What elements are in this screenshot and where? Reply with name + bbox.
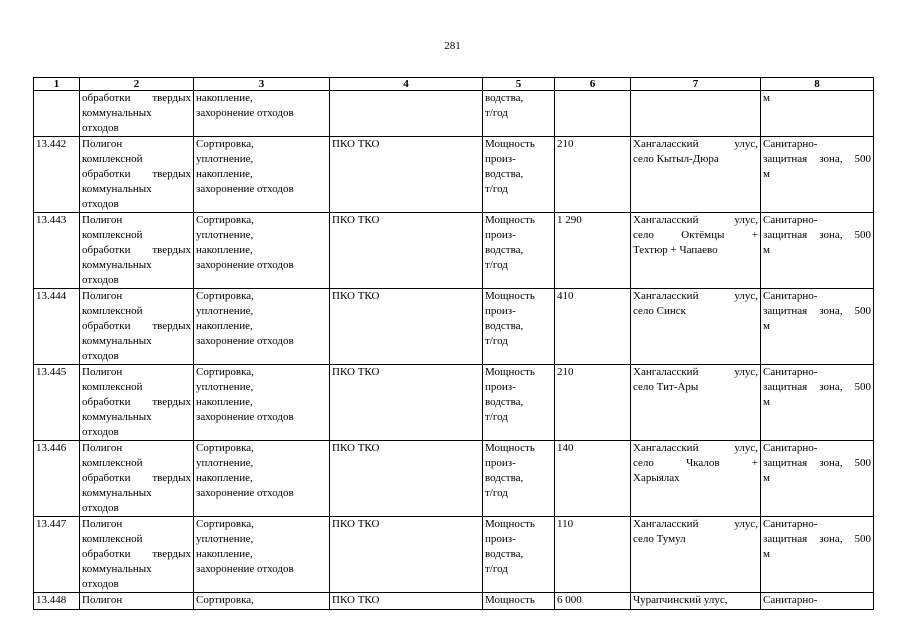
cell-location <box>631 137 761 213</box>
cell-line: т/год <box>485 107 508 119</box>
table-row <box>34 137 874 213</box>
cell-line: отходов <box>82 578 119 590</box>
header-cell: 8 <box>761 78 874 91</box>
cell-line: произ- <box>485 533 516 545</box>
cell-line: Полигон <box>82 290 123 302</box>
cell-name <box>80 213 194 289</box>
cell-line: Сортировка, <box>196 214 254 226</box>
cell-line: Полигон <box>82 518 123 530</box>
cell-activity <box>194 517 330 593</box>
cell-line: м <box>763 548 770 560</box>
cell-line: коммунальных <box>82 259 152 271</box>
cell-line: Полигон <box>82 366 123 378</box>
cell-line: коммунальных <box>82 487 152 499</box>
cell-line: обработки твердых <box>82 548 191 560</box>
cell-location <box>631 441 761 517</box>
cell-id <box>34 91 80 137</box>
cell-id: 13.442 <box>34 137 80 213</box>
cell-line: комплексной <box>82 305 143 317</box>
cell-line: защитная зона, 500 <box>763 381 871 393</box>
cell-line: накопление, <box>196 320 253 332</box>
header-row <box>34 78 874 91</box>
cell-line: Санитарно- <box>763 594 818 606</box>
cell-line: захоронение отходов <box>196 107 294 119</box>
cell-line: село Синск <box>633 305 686 317</box>
cell-line: Мощность <box>485 518 535 530</box>
cell-name <box>80 593 194 610</box>
cell-line: село Тумул <box>633 533 686 545</box>
cell-line: Сортировка, <box>196 442 254 454</box>
cell-line: Сортировка, <box>196 366 254 378</box>
cell-type: ПКО ТКО <box>330 441 483 517</box>
cell-activity <box>194 289 330 365</box>
cell-name <box>80 137 194 213</box>
cell-line: Чурапчинский улус, <box>633 594 728 606</box>
cell-line: произ- <box>485 457 516 469</box>
cell-line: Хангаласский улус, <box>633 518 758 530</box>
cell-line: защитная зона, 500 <box>763 229 871 241</box>
cell-line: Мощность <box>485 290 535 302</box>
cell-zone <box>761 213 874 289</box>
cell-line: накопление, <box>196 244 253 256</box>
cell-line: отходов <box>82 426 119 438</box>
cell-line: Санитарно- <box>763 138 818 150</box>
cell-line: водства, <box>485 320 524 332</box>
cell-line: село Чкалов + <box>633 457 758 469</box>
cell-line: Хангаласский улус, <box>633 138 758 150</box>
cell-measure <box>483 213 555 289</box>
cell-line: м <box>763 472 770 484</box>
continuation-row <box>34 91 874 137</box>
table-row <box>34 517 874 593</box>
cell-line: м <box>763 320 770 332</box>
cell-activity <box>194 137 330 213</box>
cell-line: защитная зона, 500 <box>763 457 871 469</box>
cell-line: накопление, <box>196 168 253 180</box>
cell-line: Хангаласский улус, <box>633 290 758 302</box>
cell-line: Харыялах <box>633 472 680 484</box>
cell-location <box>631 517 761 593</box>
cell-line: коммунальных <box>82 183 152 195</box>
header-cell: 1 <box>34 78 80 91</box>
cell-line: комплексной <box>82 153 143 165</box>
cell-capacity: 1 290 <box>555 213 631 289</box>
cell-capacity: 210 <box>555 137 631 213</box>
cell-capacity: 6 000 <box>555 593 631 610</box>
table-row <box>34 213 874 289</box>
cell-line: отходов <box>82 122 119 134</box>
header-cell: 3 <box>194 78 330 91</box>
cell-line: уплотнение, <box>196 229 254 241</box>
cell-line: комплексной <box>82 533 143 545</box>
cell-line: Санитарно- <box>763 366 818 378</box>
cell-line: т/год <box>485 411 508 423</box>
cell-line: Техтюр + Чапаево <box>633 244 718 256</box>
cell-line: комплексной <box>82 229 143 241</box>
cell-location <box>631 593 761 610</box>
cell-name <box>80 91 194 137</box>
cell-id: 13.447 <box>34 517 80 593</box>
cell-line: уплотнение, <box>196 153 254 165</box>
cell-activity <box>194 213 330 289</box>
cell-line: село Тит-Ары <box>633 381 699 393</box>
cell-line: накопление, <box>196 472 253 484</box>
cell-capacity: 140 <box>555 441 631 517</box>
cell-line: Санитарно- <box>763 518 818 530</box>
cell-activity <box>194 365 330 441</box>
header-cell: 7 <box>631 78 761 91</box>
cell-zone <box>761 517 874 593</box>
cell-line: отходов <box>82 198 119 210</box>
table-row <box>34 441 874 517</box>
cell-line: обработки твердых <box>82 168 191 180</box>
cell-type <box>330 91 483 137</box>
cell-line: Сортировка, <box>196 518 254 530</box>
cell-location <box>631 213 761 289</box>
cell-line: Санитарно- <box>763 442 818 454</box>
cell-line: т/год <box>485 563 508 575</box>
objects-table <box>33 77 874 610</box>
cell-line: коммунальных <box>82 335 152 347</box>
cell-name <box>80 365 194 441</box>
cell-name <box>80 289 194 365</box>
header-cell: 2 <box>80 78 194 91</box>
cell-type: ПКО ТКО <box>330 365 483 441</box>
cell-line: защитная зона, 500 <box>763 305 871 317</box>
cell-line: село Кытыл-Дюра <box>633 153 719 165</box>
cell-line: обработки твердых <box>82 320 191 332</box>
cell-line: Мощность <box>485 138 535 150</box>
cell-id: 13.448 <box>34 593 80 610</box>
cell-measure <box>483 365 555 441</box>
cell-line: накопление, <box>196 548 253 560</box>
cell-measure <box>483 137 555 213</box>
cell-line: Мощность <box>485 594 535 606</box>
cell-line: уплотнение, <box>196 305 254 317</box>
cell-type: ПКО ТКО <box>330 517 483 593</box>
cell-line: Полигон <box>82 138 123 150</box>
cell-location <box>631 365 761 441</box>
cell-name <box>80 517 194 593</box>
cell-line: обработки твердых <box>82 244 191 256</box>
table-row <box>34 593 874 610</box>
cell-id: 13.445 <box>34 365 80 441</box>
cell-zone <box>761 91 874 137</box>
cell-line: отходов <box>82 274 119 286</box>
cell-line: захоронение отходов <box>196 183 294 195</box>
cell-line: водства, <box>485 92 524 104</box>
cell-line: Санитарно- <box>763 290 818 302</box>
cell-measure <box>483 289 555 365</box>
cell-line: водства, <box>485 244 524 256</box>
cell-measure <box>483 441 555 517</box>
cell-type: ПКО ТКО <box>330 289 483 365</box>
cell-zone <box>761 441 874 517</box>
cell-line: Сортировка, <box>196 290 254 302</box>
cell-line: Мощность <box>485 214 535 226</box>
cell-activity <box>194 593 330 610</box>
cell-line: Сортировка, <box>196 138 254 150</box>
header-cell: 5 <box>483 78 555 91</box>
cell-zone <box>761 593 874 610</box>
cell-zone <box>761 289 874 365</box>
cell-id: 13.443 <box>34 213 80 289</box>
cell-location <box>631 91 761 137</box>
cell-line: комплексной <box>82 381 143 393</box>
cell-line: м <box>763 396 770 408</box>
cell-line: водства, <box>485 168 524 180</box>
cell-line: произ- <box>485 381 516 393</box>
cell-line: произ- <box>485 229 516 241</box>
cell-line: Сортировка, <box>196 594 254 606</box>
table-row <box>34 365 874 441</box>
cell-line: обработки твердых <box>82 92 191 104</box>
cell-id: 13.444 <box>34 289 80 365</box>
header-cell: 4 <box>330 78 483 91</box>
cell-line: т/год <box>485 487 508 499</box>
cell-line: комплексной <box>82 457 143 469</box>
cell-zone <box>761 137 874 213</box>
cell-line: накопление, <box>196 396 253 408</box>
cell-line: м <box>763 92 770 104</box>
cell-line: произ- <box>485 305 516 317</box>
cell-line: т/год <box>485 183 508 195</box>
cell-type: ПКО ТКО <box>330 213 483 289</box>
cell-name <box>80 441 194 517</box>
cell-activity <box>194 441 330 517</box>
cell-line: коммунальных <box>82 411 152 423</box>
cell-line: коммунальных <box>82 107 152 119</box>
cell-capacity: 410 <box>555 289 631 365</box>
cell-line: захоронение отходов <box>196 411 294 423</box>
cell-line: м <box>763 168 770 180</box>
cell-activity <box>194 91 330 137</box>
cell-line: Санитарно- <box>763 214 818 226</box>
cell-line: захоронение отходов <box>196 259 294 271</box>
cell-line: Мощность <box>485 442 535 454</box>
cell-location <box>631 289 761 365</box>
cell-measure <box>483 91 555 137</box>
cell-line: захоронение отходов <box>196 487 294 499</box>
cell-line: отходов <box>82 502 119 514</box>
cell-measure <box>483 517 555 593</box>
cell-line: Полигон <box>82 594 123 606</box>
cell-line: обработки твердых <box>82 396 191 408</box>
cell-line: Полигон <box>82 442 123 454</box>
cell-line: захоронение отходов <box>196 563 294 575</box>
cell-line: т/год <box>485 259 508 271</box>
header-cell: 6 <box>555 78 631 91</box>
cell-line: водства, <box>485 548 524 560</box>
cell-line: м <box>763 244 770 256</box>
cell-line: Полигон <box>82 214 123 226</box>
cell-line: накопление, <box>196 92 253 104</box>
cell-line: уплотнение, <box>196 381 254 393</box>
cell-zone <box>761 365 874 441</box>
cell-line: уплотнение, <box>196 533 254 545</box>
cell-type: ПКО ТКО <box>330 593 483 610</box>
cell-line: уплотнение, <box>196 457 254 469</box>
cell-line: Хангаласский улус, <box>633 366 758 378</box>
cell-id: 13.446 <box>34 441 80 517</box>
cell-line: обработки твердых <box>82 472 191 484</box>
cell-line: коммунальных <box>82 563 152 575</box>
cell-capacity: 110 <box>555 517 631 593</box>
page-number: 281 <box>444 40 461 52</box>
cell-line: отходов <box>82 350 119 362</box>
cell-line: село Октёмцы + <box>633 229 758 241</box>
cell-capacity: 210 <box>555 365 631 441</box>
cell-line: защитная зона, 500 <box>763 533 871 545</box>
cell-line: захоронение отходов <box>196 335 294 347</box>
cell-measure <box>483 593 555 610</box>
cell-capacity <box>555 91 631 137</box>
cell-line: водства, <box>485 396 524 408</box>
cell-line: Хангаласский улус, <box>633 214 758 226</box>
cell-line: т/год <box>485 335 508 347</box>
table-row <box>34 289 874 365</box>
cell-line: произ- <box>485 153 516 165</box>
cell-line: Хангаласский улус, <box>633 442 758 454</box>
cell-line: защитная зона, 500 <box>763 153 871 165</box>
cell-line: Мощность <box>485 366 535 378</box>
cell-line: водства, <box>485 472 524 484</box>
cell-type: ПКО ТКО <box>330 137 483 213</box>
